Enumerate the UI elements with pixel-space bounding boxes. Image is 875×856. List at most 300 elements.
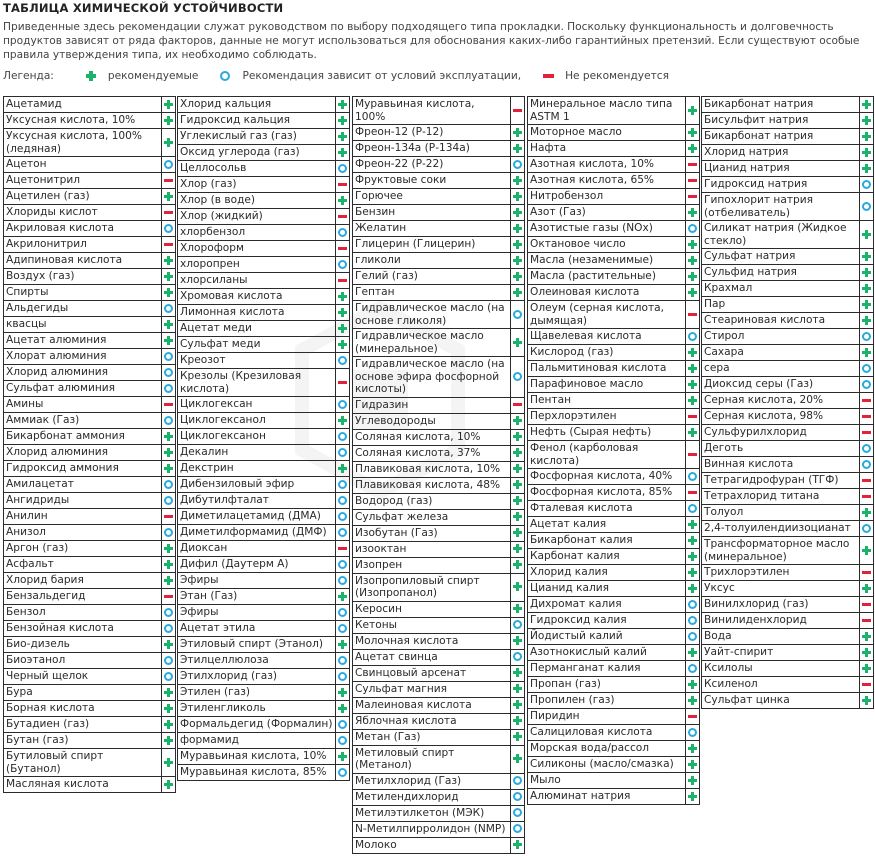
table-row — [353, 774, 524, 790]
medium-name: Гидроксид аммония — [6, 462, 119, 474]
table-row — [4, 253, 175, 269]
medium-name: Азот (Газ) — [530, 206, 586, 218]
medium-name: Сульфат натрия — [704, 250, 796, 262]
table-row — [353, 285, 524, 301]
medium-name: Сульфид натрия — [704, 266, 797, 278]
circle-icon — [338, 576, 347, 585]
circle-icon — [513, 620, 522, 629]
plus-icon — [688, 128, 697, 137]
table-row — [353, 430, 524, 446]
medium-name: Циклогексан — [180, 398, 253, 410]
plus-icon — [338, 308, 347, 317]
intro-text: Приведенные здесь рекомендации служат руководством по выбору подходящего типа прокладки. Поскольку функциональность и долговечность продуктов зависят от ряда факторов, данные не могут использоваться для обоснования каких-либо гарантийных претензий. Если существуют особые правила утверждения типа, их необходимо соблюдать. — [3, 21, 860, 61]
medium-name: Крезолы (Крезиловая кислота) — [180, 370, 302, 395]
medium-name: Азотнокислый калий — [530, 646, 647, 658]
medium-name: Углекислый газ (газ) — [180, 130, 297, 142]
medium-name: Воздух (газ) — [6, 270, 75, 282]
plus-icon — [513, 432, 522, 441]
table-row — [4, 541, 175, 557]
medium-name: Изопропиловый спирт (Изопропанол) — [355, 574, 480, 599]
table-row — [4, 621, 175, 637]
table-row — [528, 377, 699, 393]
circle-icon — [338, 736, 347, 745]
table-row — [528, 189, 699, 205]
table-row — [4, 445, 175, 461]
minus-icon — [688, 176, 697, 185]
medium-name: Нитробензол — [530, 190, 604, 202]
medium-name: Соляная кислота, 10% — [355, 430, 481, 443]
table-row — [353, 329, 524, 357]
circle-icon — [688, 600, 697, 609]
table-row — [353, 838, 524, 853]
plus-icon — [513, 288, 522, 297]
table-row — [702, 645, 873, 661]
plus-icon — [513, 582, 522, 591]
plus-icon — [338, 340, 347, 349]
medium-name: Бензин — [355, 206, 396, 218]
medium-name: Метилендихлорид — [355, 790, 459, 803]
table-row — [4, 221, 175, 237]
table-row — [702, 129, 873, 145]
circle-icon — [688, 664, 697, 673]
table-row — [702, 193, 873, 221]
medium-name: Нефть (Сырая нефть) — [530, 426, 652, 438]
table-row — [178, 653, 349, 669]
circle-icon — [338, 608, 347, 617]
medium-name: Тетрагидрофуран (ТГФ) — [704, 474, 839, 486]
medium-name: Масляная кислота — [6, 778, 109, 790]
table-row — [4, 685, 175, 701]
plus-icon — [862, 148, 871, 157]
plus-icon — [164, 256, 173, 265]
medium-name: Ацетон — [6, 158, 47, 170]
plus-icon — [513, 560, 522, 569]
medium-name: Дибензиловый эфир — [180, 478, 295, 490]
plus-icon — [164, 560, 173, 569]
medium-name: Плавиковая кислота, 10% — [355, 462, 501, 475]
table-row — [528, 221, 699, 237]
medium-name: Эфиры — [180, 574, 219, 586]
medium-name: квасцы — [6, 318, 47, 330]
plus-icon — [338, 464, 347, 473]
medium-name: Хлорид алюминия — [6, 446, 109, 458]
table-row — [353, 790, 524, 806]
plus-icon — [513, 192, 522, 201]
table-row — [4, 477, 175, 493]
minus-icon — [164, 512, 173, 521]
table-row — [4, 669, 175, 685]
medium-name: Амилацетат — [6, 478, 74, 490]
medium-name: Гидроксид натрия — [704, 178, 808, 190]
medium-name: Керосин — [355, 602, 402, 615]
medium-name: Щавелевая кислота — [530, 330, 642, 342]
medium-name: Бутиловый спирт (Бутанол) — [6, 750, 104, 775]
medium-name: Бензальдегид — [6, 590, 86, 602]
circle-icon — [513, 372, 522, 381]
circle-icon — [513, 808, 522, 817]
medium-name: Азотная кислота, 65% — [530, 174, 654, 186]
medium-name: Бензол — [6, 606, 46, 618]
circle-icon — [338, 672, 347, 681]
plus-icon — [164, 448, 173, 457]
medium-name: Дихромат калия — [530, 598, 622, 610]
table-row — [353, 542, 524, 558]
plus-icon — [688, 520, 697, 529]
medium-name: Акриловая кислота — [6, 222, 115, 234]
circle-icon — [164, 480, 173, 489]
table-row — [702, 265, 873, 281]
table-row — [353, 650, 524, 666]
plus-icon — [862, 132, 871, 141]
plus-icon — [688, 648, 697, 657]
table-row — [178, 621, 349, 637]
circle-icon — [338, 260, 347, 269]
medium-name: Моторное масло — [530, 126, 622, 138]
medium-name: Изобутан (Газ) — [355, 526, 438, 539]
medium-name: Асфальт — [6, 558, 54, 570]
medium-name: Фосфорная кислота, 85% — [530, 486, 673, 498]
medium-name: Дибутилфталат — [180, 494, 269, 506]
table-row — [528, 709, 699, 725]
plus-icon — [164, 576, 173, 585]
medium-name: Изопрен — [355, 558, 403, 571]
medium-name: Муравьиная кислота, 100% — [355, 98, 475, 123]
circle-icon — [338, 400, 347, 409]
medium-name: Лимонная кислота — [180, 306, 285, 318]
table-row — [178, 273, 349, 289]
medium-name: Плавиковая кислота, 48% — [355, 478, 501, 491]
medium-name: Малеиновая кислота — [355, 698, 472, 711]
table-row — [353, 698, 524, 714]
minus-icon — [164, 400, 173, 409]
table-row — [4, 129, 175, 157]
medium-name: Хлорид натрия — [704, 146, 789, 158]
plus-icon — [688, 208, 697, 217]
table-row — [528, 629, 699, 645]
medium-name: Формальдегид (Формалин) — [180, 718, 333, 730]
table-row — [178, 113, 349, 129]
medium-name: Вода — [704, 630, 732, 642]
plus-icon — [513, 544, 522, 553]
medium-name: изооктан — [355, 542, 407, 555]
resistance-column-3 — [352, 96, 525, 854]
medium-name: Пиридин — [530, 710, 580, 722]
circle-icon — [688, 504, 697, 513]
medium-name: формамид — [180, 734, 239, 746]
table-row — [178, 353, 349, 369]
table-row — [353, 157, 524, 173]
plus-icon — [862, 252, 871, 261]
plus-icon — [164, 464, 173, 473]
table-row — [353, 618, 524, 634]
table-row — [702, 613, 873, 629]
table-row — [4, 365, 175, 381]
table-row — [178, 445, 349, 461]
medium-name: Уксусная кислота, 10% — [6, 114, 136, 126]
table-row — [4, 237, 175, 253]
plus-icon — [164, 704, 173, 713]
circle-icon — [338, 560, 347, 569]
plus-icon — [86, 71, 96, 81]
medium-name: Уксусная кислота, 100% (ледяная) — [6, 130, 142, 155]
table-row — [178, 557, 349, 573]
medium-name: Бикарбонат калия — [530, 534, 633, 546]
medium-name: Тетрахлорид титана — [704, 490, 820, 502]
minus-icon — [164, 592, 173, 601]
plus-icon — [862, 696, 871, 705]
plus-icon — [338, 116, 347, 125]
table-row — [4, 317, 175, 333]
table-row — [4, 301, 175, 317]
table-row — [178, 369, 349, 397]
medium-name: Циклогексанол — [180, 414, 266, 426]
table-row — [178, 765, 349, 780]
medium-name: Амины — [6, 398, 44, 410]
table-row — [528, 517, 699, 533]
table-row — [702, 693, 873, 708]
medium-name: Хлориды кислот — [6, 206, 98, 218]
table-row — [353, 746, 524, 774]
medium-name: Адипиновая кислота — [6, 254, 123, 266]
medium-name: Ацетамид — [6, 98, 62, 110]
plus-icon — [513, 240, 522, 249]
medium-name: N-Метилпирролидон (NMP) — [355, 822, 506, 835]
table-row — [4, 589, 175, 605]
medium-name: хлорсиланы — [180, 274, 248, 286]
table-row — [702, 281, 873, 297]
plus-icon — [862, 348, 871, 357]
table-row — [4, 285, 175, 301]
medium-name: Аргон (газ) — [6, 542, 69, 554]
table-row — [178, 97, 349, 113]
plus-icon — [688, 552, 697, 561]
plus-icon — [862, 268, 871, 277]
plus-icon — [513, 668, 522, 677]
table-row — [702, 97, 873, 113]
minus-icon — [688, 450, 697, 459]
circle-icon — [862, 444, 871, 453]
table-row — [528, 533, 699, 549]
table-row — [702, 377, 873, 393]
medium-name: Молоко — [355, 838, 397, 851]
minus-icon — [688, 412, 697, 421]
circle-icon — [164, 672, 173, 681]
medium-name: Сульфат железа — [355, 510, 449, 523]
plus-icon — [513, 732, 522, 741]
medium-name: Фруктовые соки — [355, 174, 447, 186]
table-row — [4, 557, 175, 573]
medium-name: Хлорид кальция — [180, 98, 272, 110]
medium-name: Винилхлорид (газ) — [704, 598, 809, 610]
minus-icon — [338, 378, 347, 387]
medium-name: Черный щелок — [6, 670, 89, 682]
circle-icon — [164, 352, 173, 361]
table-row — [528, 581, 699, 597]
medium-name: Бутан (газ) — [6, 734, 69, 746]
medium-name: Декалин — [180, 446, 229, 458]
plus-icon — [513, 176, 522, 185]
minus-icon — [688, 192, 697, 201]
medium-name: Алюминат натрия — [530, 790, 631, 802]
medium-name: Парафиновое масло — [530, 378, 644, 390]
circle-icon — [164, 624, 173, 633]
medium-name: Кислород (газ) — [530, 346, 614, 358]
medium-name: Стеариновая кислота — [704, 314, 826, 326]
circle-icon — [164, 368, 173, 377]
medium-name: Карбонат калия — [530, 550, 620, 562]
plus-icon — [338, 640, 347, 649]
plus-icon — [688, 240, 697, 249]
plus-icon — [862, 284, 871, 293]
table-row — [528, 677, 699, 693]
table-row — [702, 329, 873, 345]
medium-name: Ацетат меди — [180, 322, 252, 334]
table-row — [4, 749, 175, 777]
medium-name: Морская вода/рассол — [530, 742, 650, 754]
medium-name: Альдегиды — [6, 302, 69, 314]
circle-icon — [688, 632, 697, 641]
plus-icon — [513, 496, 522, 505]
medium-name: Аммиак (Газ) — [6, 414, 80, 426]
plus-icon — [164, 192, 173, 201]
table-row — [178, 573, 349, 589]
plus-icon — [338, 148, 347, 157]
table-row — [702, 537, 873, 565]
table-row — [353, 526, 524, 542]
table-row — [353, 494, 524, 510]
table-row — [702, 677, 873, 693]
table-row — [178, 209, 349, 225]
medium-name: Оксид углерода (газ) — [180, 146, 300, 158]
medium-name: Масла (растительные) — [530, 270, 656, 282]
medium-name: Гидравлическое масло (на основе гликоля) — [355, 302, 505, 327]
circle-icon — [338, 512, 347, 521]
table-row — [702, 161, 873, 177]
plus-icon — [862, 584, 871, 593]
medium-name: Ацетат этила — [180, 622, 256, 634]
plus-icon — [688, 776, 697, 785]
table-row — [353, 478, 524, 494]
medium-name: Винилиденхлорид — [704, 614, 807, 626]
table-row — [4, 333, 175, 349]
minus-icon — [862, 492, 871, 501]
medium-name: Хлорид калия — [530, 566, 608, 578]
minus-icon — [338, 244, 347, 253]
table-row — [702, 393, 873, 409]
table-row — [4, 461, 175, 477]
circle-icon — [513, 776, 522, 785]
table-row — [528, 393, 699, 409]
plus-icon — [164, 116, 173, 125]
plus-icon — [164, 720, 173, 729]
table-row — [4, 381, 175, 397]
table-row — [178, 669, 349, 685]
table-row — [353, 141, 524, 157]
table-row — [353, 97, 524, 125]
circle-icon — [513, 792, 522, 801]
table-row — [178, 589, 349, 605]
table-row — [4, 637, 175, 653]
table-row — [702, 661, 873, 677]
plus-icon — [164, 688, 173, 697]
circle-icon — [513, 160, 522, 169]
medium-name: Хлор (газ) — [180, 178, 237, 190]
circle-icon — [338, 448, 347, 457]
plus-icon — [338, 196, 347, 205]
table-row — [178, 477, 349, 493]
medium-name: Пропилен (газ) — [530, 694, 615, 706]
circle-icon — [862, 380, 871, 389]
circle-icon — [513, 652, 522, 661]
table-row — [178, 397, 349, 413]
table-row — [353, 730, 524, 746]
table-row — [702, 249, 873, 265]
table-row — [528, 469, 699, 485]
medium-name: Бикарбонат натрия — [704, 98, 814, 110]
medium-name: Этилхлорид (газ) — [180, 670, 278, 682]
plus-icon — [338, 324, 347, 333]
medium-name: Этиловый спирт (Этанол) — [180, 638, 323, 650]
medium-name: Сульфат магния — [355, 682, 448, 695]
medium-name: Ацетонитрил — [6, 174, 80, 186]
medium-name: Хлороформ — [180, 242, 244, 254]
plus-icon — [688, 256, 697, 265]
medium-name: Яблочная кислота — [355, 714, 457, 727]
circle-icon — [688, 472, 697, 481]
table-row — [178, 749, 349, 765]
medium-name: Серная кислота, 20% — [704, 394, 824, 406]
medium-name: Масла (незаменимые) — [530, 254, 654, 266]
medium-name: Этан (Газ) — [180, 590, 238, 602]
table-row — [353, 558, 524, 574]
table-row — [4, 413, 175, 429]
medium-name: Силикат натрия (Жидкое стекло) — [704, 222, 847, 247]
table-row — [702, 521, 873, 537]
plus-icon — [164, 758, 173, 767]
table-row — [702, 345, 873, 361]
circle-icon — [338, 768, 347, 777]
circle-icon — [164, 304, 173, 313]
table-row — [178, 305, 349, 321]
medium-name: хлоропрен — [180, 258, 240, 270]
table-row — [353, 634, 524, 650]
circle-icon — [164, 160, 173, 169]
table-row — [702, 505, 873, 521]
table-row — [353, 414, 524, 430]
table-row — [702, 145, 873, 161]
table-row — [178, 289, 349, 305]
circle-icon — [164, 656, 173, 665]
table-row — [4, 397, 175, 413]
table-row — [178, 701, 349, 717]
medium-name: Диоксид серы (Газ) — [704, 378, 814, 390]
plus-icon — [862, 546, 871, 555]
table-row — [702, 457, 873, 473]
circle-icon — [338, 164, 347, 173]
medium-name: Бура — [6, 686, 33, 698]
table-row — [178, 161, 349, 177]
plus-icon — [688, 364, 697, 373]
plus-icon — [513, 716, 522, 725]
medium-name: Перманганат калия — [530, 662, 641, 674]
medium-name: Соляная кислота, 37% — [355, 446, 481, 459]
medium-name: Дифил (Даутерм А) — [180, 558, 289, 570]
medium-name: Фреон-22 (Р-22) — [355, 158, 444, 170]
medium-name: Фреон-134а (Р-134а) — [355, 142, 470, 154]
minus-icon — [862, 476, 871, 485]
medium-name: Цианид натрия — [704, 162, 790, 174]
plus-icon — [513, 128, 522, 137]
